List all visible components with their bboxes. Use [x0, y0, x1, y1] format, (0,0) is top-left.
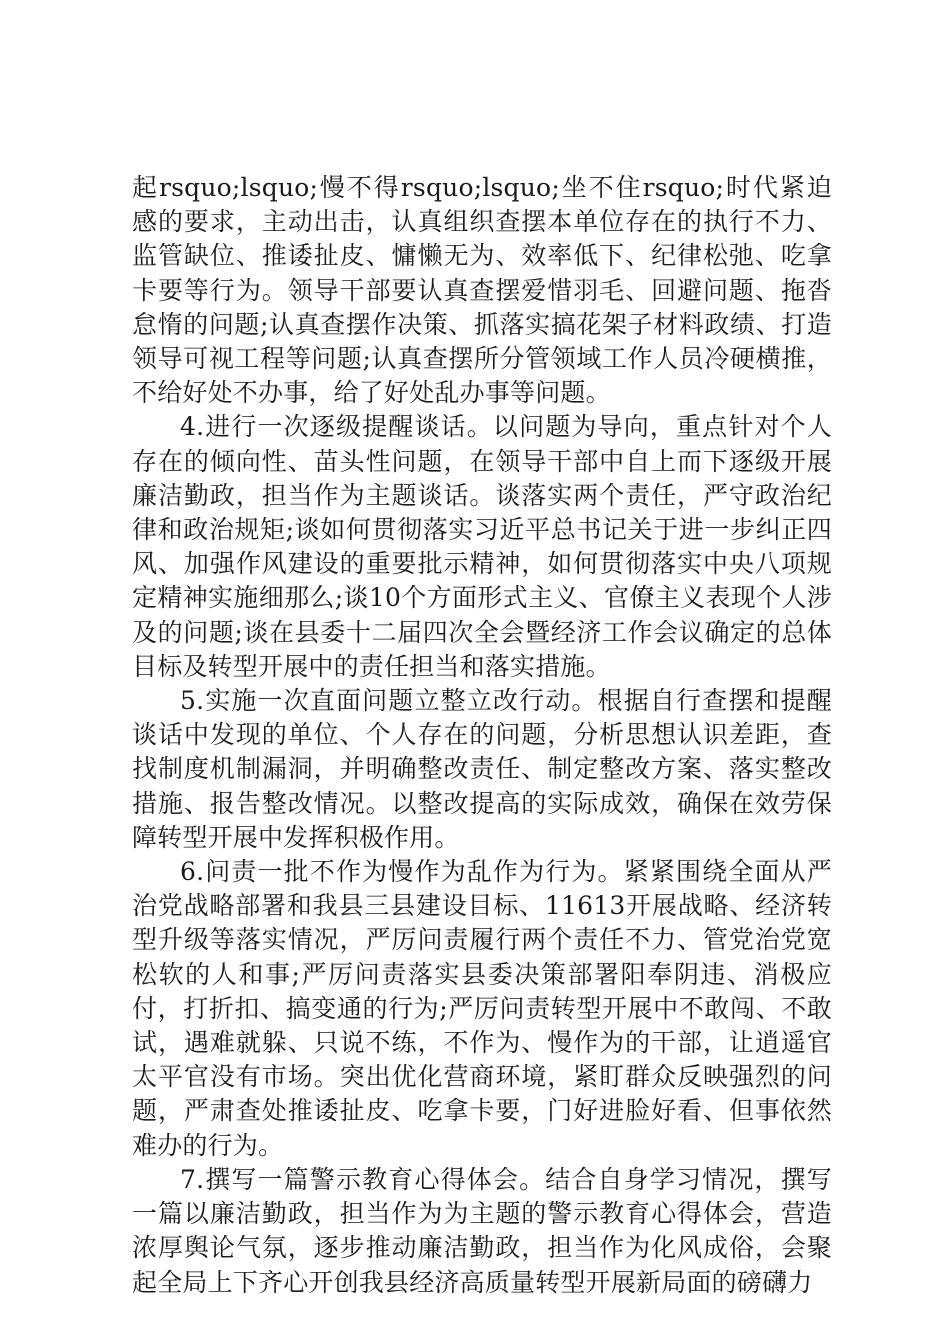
paragraph-item-7: 7.撰写一篇警示教育心得体会。结合自身学习情况，撰写一篇以廉洁勤政，担当作为为主题的警示教育心得体会，营造浓厚舆论气氛，逐步推动廉洁勤政，担当作为化风成俗，会聚起全局上下齐心开创我县经济高质量转型开展新局面的磅礴力 [132, 1164, 832, 1297]
paragraph-item-5: 5.实施一次直面问题立整立改行动。根据自行查摆和提醒谈话中发现的单位、个人存在的问题，分析思想认识差距，查找制度机制漏洞，并明确整改责任、制定整改方案、落实整改措施、报告整改情况。以整改提高的实际成效，确保在效劳保障转型开展中发挥积极作用。 [132, 686, 832, 852]
paragraph-item-4: 4.进行一次逐级提醒谈话。以问题为导向，重点针对个人存在的倾向性、苗头性问题，在领导干部中自上而下逐级开展廉洁勤政，担当作为主题谈话。谈落实两个责任，严守政治纪律和政治规矩;谈如何贯彻落实习近平总书记关于进一步纠正四风、加强作风建设的重要批示精神，如何贯彻落实中央八项规定精神实施细那么;谈10个方面形式主义、官僚主义表现个人涉及的问题;谈在县委十二届四次全会暨经济工作会议确定的总体目标及转型开展中的责任担当和落实措施。 [132, 412, 832, 681]
paragraph-item-6: 6.问责一批不作为慢作为乱作为行为。紧紧围绕全面从严治党战略部署和我县三县建设目标、11613开展战略、经济转型升级等落实情况，严厉问责履行两个责任不力、管党治党宽松软的人和事;严厉问责落实县委决策部署阳奉阴违、消极应付，打折扣、搞变通的行为;严厉问责转型开展中不敢闯、不敢试，遇难就躲、只说不练，不作为、慢作为的干部，让逍遥官太平官没有市场。突出优化营商环境，紧盯群众反映强烈的问题，严肃查处推诿扯皮、吃拿卡要，门好进脸好看、但事依然难办的行为。 [132, 857, 832, 1160]
paragraph-intro-continuation: 起rsquo;lsquo;慢不得rsquo;lsquo;坐不住rsquo;时代紧迫感的要求，主动出击，认真组织查摆本单位存在的执行不力、监管缺位、推诿扯皮、慵懒无为、效率低下、纪律松弛、吃拿卡要等行为。领导干部要认真查摆爱惜羽毛、回避问题、拖沓怠惰的问题;认真查摆作决策、抓落实搞花架子材料政绩、打造领导可视工程等问题;认真查摆所分管领域工作人员冷硬横推，不给好处不办事，给了好处乱办事等问题。 [132, 173, 832, 408]
document-body [132, 171, 832, 1300]
